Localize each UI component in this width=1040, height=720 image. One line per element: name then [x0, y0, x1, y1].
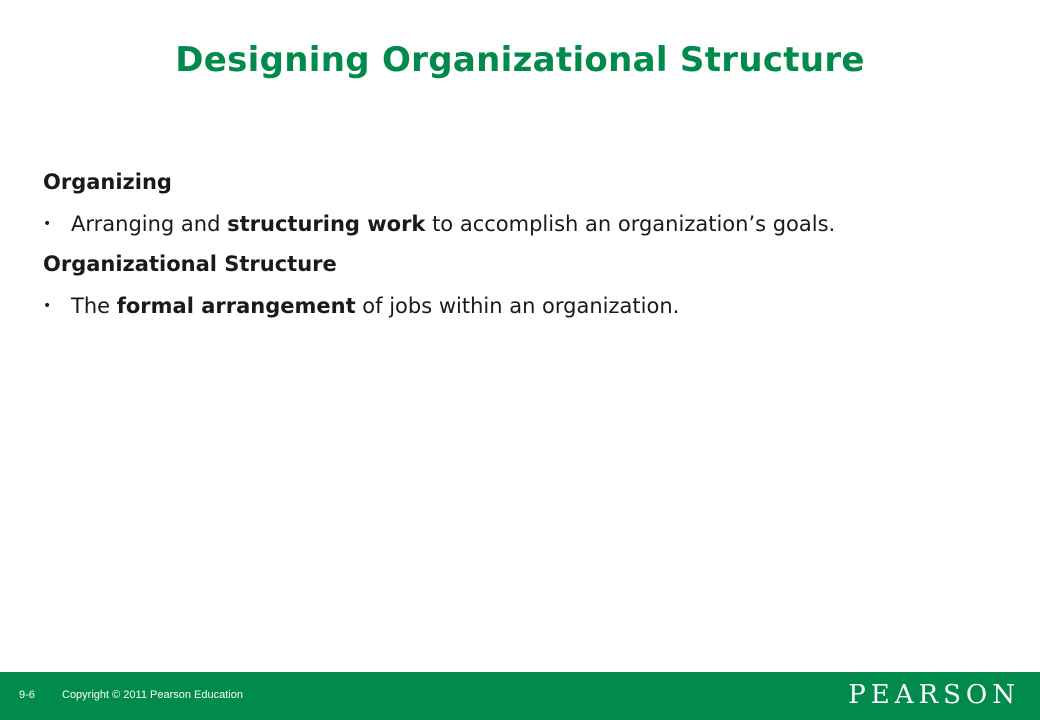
section-heading-organizing: Organizing [43, 170, 172, 194]
section-heading-organizational-structure: Organizational Structure [43, 252, 337, 276]
slide-title: Designing Organizational Structure [175, 40, 865, 80]
slide-body [43, 166, 993, 330]
bullet-text: of jobs within an organization. [355, 294, 680, 318]
bullet-dot-icon: • [43, 216, 52, 232]
bullet-dot-icon: • [43, 298, 52, 314]
bullet-text: Arranging and [71, 212, 228, 236]
footer-bar [0, 672, 1040, 720]
bullet-organizing-definition [43, 206, 993, 242]
copyright-notice: Copyright © 2011 Pearson Education [62, 689, 243, 701]
pearson-logo: PEARSON [848, 680, 1020, 710]
bullet-emphasis: structuring work [227, 212, 426, 236]
bullet-structure-definition [43, 288, 993, 324]
bullet-text: to accomplish an organization’s goals. [425, 212, 836, 236]
slide-number: 9-6 [19, 689, 35, 701]
bullet-text: The [71, 294, 117, 318]
bullet-emphasis: formal arrangement [116, 294, 356, 318]
